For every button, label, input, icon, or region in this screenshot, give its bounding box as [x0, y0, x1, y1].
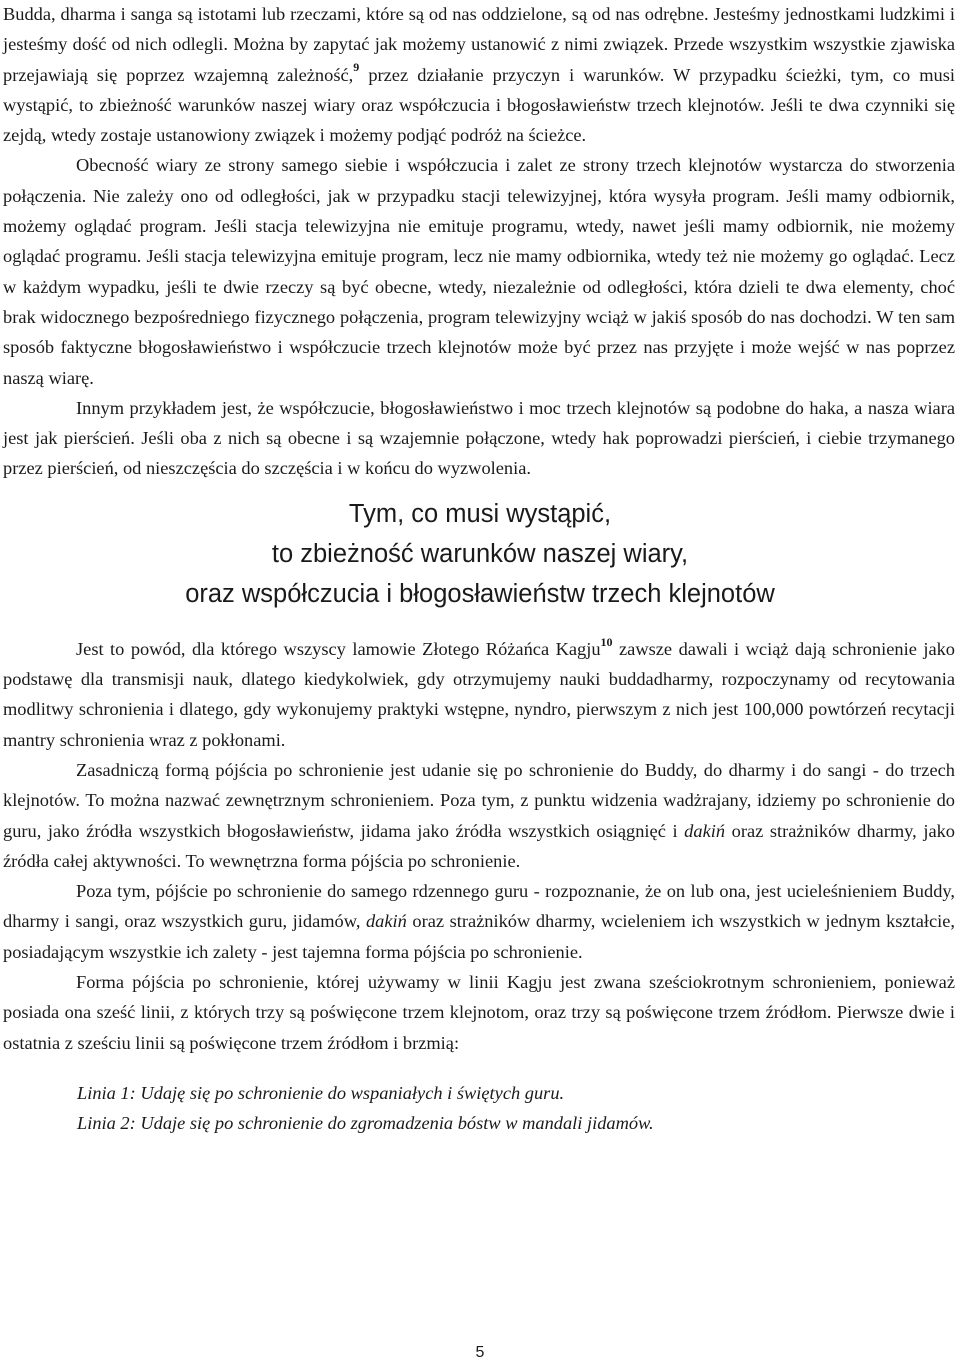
quote-line-1: Linia 1: Udaję się po schronienie do wspaniałych i świętych guru.	[77, 1082, 565, 1103]
paragraph-sixfold-refuge: Forma pójścia po schronienie, której używamy w linii Kagju jest zwana sześciokrotnym schronieniem, ponieważ posiada ona sześć linii, z których trzy są poświęcone trzem klejnotom, oraz trzy są poświęcone trzem źródłom. Pierwsze dwie i ostatnia z sześciu linii są poświęcone trzem źródłom i brzmią:	[3, 972, 955, 1053]
quote-line-2: Linia 2: Udaje się po schronienie do zgromadzenia bóstw w mandali jidamów.	[77, 1113, 654, 1134]
paragraph-refuge-basis	[3, 634, 955, 755]
italic-term-dakini: dakiń	[684, 820, 726, 841]
paragraph-intro-tail: przez działanie przyczyn i warunków. W przypadku ścieżki, tym, co musi wystąpić, to zbieżność warunków naszej wiary oraz współczucia i błogosławieństw trzech klejnotów. Jeśli te dwa czynniki się zejdą, wtedy zostaje ustanowiony związek i możemy podjąć podróż na ścieżce.	[3, 64, 955, 146]
paragraph-outer-inner-tail: oraz strażników dharmy, jako źródła całej aktywności. To wewnętrzna forma pójścia po schronienie.	[3, 820, 955, 871]
page-number: 5	[475, 1344, 485, 1361]
paragraph-intro-text: Budda, dharma i sanga są istotami lub rzeczami, które są od nas oddzielone, są od nas odrębne. Jesteśmy jednostkami ludzkimi i jesteśmy dość od nich odlegli. Można by zapytać jak możemy ustanowić z nimi związek. Przede wszystkim wszystkie zjawiska przejawiają się poprzez wzajemną zależność,	[3, 4, 955, 85]
italic-term-dakini-2: dakiń	[365, 911, 407, 932]
paragraph-outer-inner-text: Zasadniczą formą pójścia po schronienie jest udanie się po schronienie do Buddy, do dharmy i do sangi - do trzech klejnotów. To można nazwać zewnętrznym schronieniem. Poza tym, z punktu widzenia wadżrajany, idziemy po schronienie do guru, jako źródła wszystkich błogosławieństw, jidama jako źródła wszystkich osiągnięć i	[3, 759, 955, 841]
paragraph-intro	[3, 0, 955, 150]
paragraph-refuge-basis-text: Jest to powód, dla którego wszyscy lamowie Złotego Różańca Kagju	[76, 638, 601, 659]
heading-line-3: oraz współczucia i błogosławieństw trzech klejnotów	[185, 579, 775, 608]
paragraph-secret-text: Poza tym, pójście po schronienie do samego rdzennego guru - rozpoznanie, że on lub ona, jest ucieleśnieniem Buddy, dharmy i sangi, oraz wszystkich guru, jidamów,	[3, 881, 955, 932]
heading-line-2: to zbieżność warunków naszej wiary,	[271, 539, 689, 568]
paragraph-hook-ring: Innym przykładem jest, że współczucie, błogosławieństwo i moc trzech klejnotów są podobne do haka, a nasza wiara jest jak pierścień. Jeśli oba z nich są obecne i są wzajemnie połączone, wtedy hak poprowadzi pierścień, i ciebie trzymanego przez pierścień, od nieszczęścia do szczęścia i w końcu do wyzwolenia.	[3, 397, 955, 479]
footnote-ref-9[interactable]: 9	[353, 60, 360, 75]
section-heading	[0, 494, 960, 614]
paragraph-refuge-basis-tail: zawsze dawali i wciąż dają schronienie jako podstawę dla transmisji nauk, dlatego kiedykolwiek, gdy otrzymujemy nauki buddadharmy, rozpoczynamy od recytowania modlitwy schronienia i dlatego, gdy wykonujemy praktyki wstępne, nyndro, pierwszym z nich jest 100,000 powtórzeń recytacji mantry schronienia wraz z pokłonami.	[3, 638, 955, 750]
paragraph-tv-analogy: Obecność wiary ze strony samego siebie i współczucia i zalet ze strony trzech klejnotów wystarcza do stworzenia połączenia. Nie zależy ono od odległości, jak w przypadku stacji telewizyjnej, która wysyła program. Jeśli mamy odbiornik, możemy oglądać program. Jeśli stacja telewizyjna nie emituje programu, wtedy, nawet jeśli mamy odbiornik, nie możemy oglądać programu. Jeśli stacja telewizyjna emituje program, lecz nie mamy odbiornika, wtedy też nie możemy go oglądać. Lecz w każdym wypadku, jeśli te dwie rzeczy są być obecne, wtedy, niezależnie od odległości, która dzieli te dwa elementy, choć brak widocznego bezpośredniego fizycznego połączenia, program telewizyjny wciąż w jakiś sposób do nas dochodzi. W ten sam sposób faktyczne błogosławieństwo i współczucie trzech klejnotów może być przez nas przyjęte i może wejść w nas poprzez naszą wiarę.	[3, 155, 955, 388]
footnote-ref-10[interactable]: 10	[600, 634, 613, 649]
spacer	[3, 1058, 960, 1078]
heading-line-1: Tym, co musi wystąpić,	[348, 499, 612, 528]
paragraph-secret-refuge	[3, 876, 955, 967]
paragraph-secret-tail: oraz strażników dharmy, wcieleniem ich wszystkich w jednym kształcie, posiadającym wszystkie ich zalety - jest tajemna forma pójścia po schronienie.	[3, 911, 956, 962]
paragraph-outer-inner-refuge	[3, 755, 955, 876]
